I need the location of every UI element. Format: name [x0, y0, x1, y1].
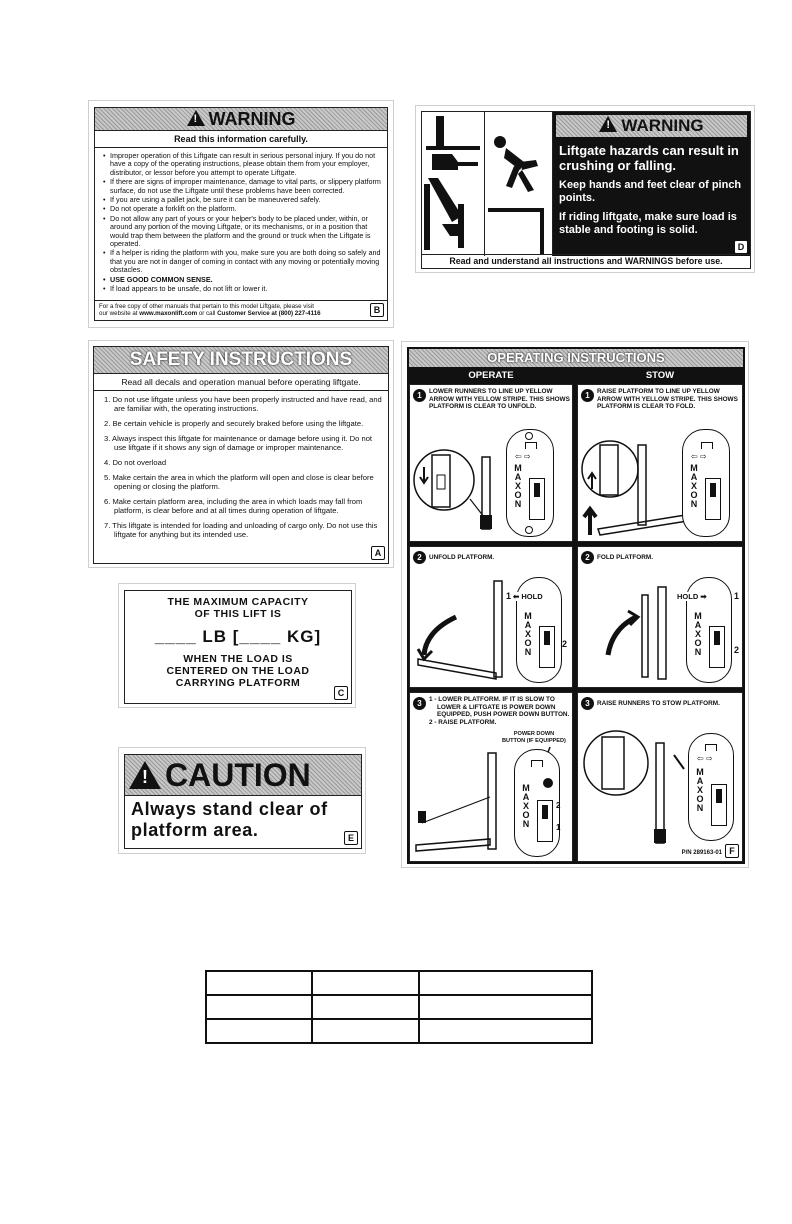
decal-d-line-3: If riding liftgate, make sure load is stable and footing is solid.: [559, 211, 737, 236]
capacity-line-2: OF THIS LIFT IS: [194, 608, 282, 620]
decal-b-subheader: Read this information carefully.: [95, 131, 387, 148]
operate-step-2: [409, 546, 573, 688]
decal-f-header: OPERATING INSTRUCTIONS: [409, 349, 743, 367]
stow-step-2: [577, 546, 743, 688]
control-panel-icon: [688, 733, 734, 841]
callout-2: 2: [562, 639, 568, 649]
callout-1: 1: [506, 591, 512, 601]
table-row: [206, 995, 592, 1019]
table-cell: [312, 1019, 418, 1043]
handle-icon: [525, 442, 537, 449]
col-operate-header: OPERATE: [468, 370, 514, 381]
list-item: 2. Be certain vehicle is properly and securely braked before using the liftgate.: [104, 419, 364, 428]
list-item: 5. Make certain the area in which the platform will open and close is clear before opening or closing the platform.: [104, 473, 374, 491]
step-number: 1: [581, 389, 594, 402]
caution-icon: !: [129, 761, 161, 789]
decal-e-header: [125, 755, 361, 796]
power-down-label: POWER DOWN BUTTON (IF EQUIPPED): [502, 731, 566, 744]
decal-a: [88, 340, 394, 568]
callout-2: 2: [734, 645, 740, 655]
crush-hazard-illustration: [422, 112, 485, 256]
control-panel-icon: [513, 577, 562, 683]
decal-letter-f: F: [725, 844, 739, 858]
decal-d-border: [421, 111, 751, 269]
phone-text: Customer Service at (800) 227-4116: [217, 310, 321, 318]
table-cell: [206, 971, 312, 995]
fall-hazard-illustration: [484, 112, 553, 256]
decal-a-list: [94, 395, 388, 539]
decal-e-header-text: CAUTION: [165, 757, 311, 793]
brand-letters: M A X O N: [690, 463, 698, 509]
handle-icon: [701, 442, 713, 449]
callout-1: 1: [556, 823, 561, 832]
list-item: 1. Do not use liftgate unless you have been properly instructed and have read, and are familiar with, the operating instructions.: [104, 395, 382, 413]
decal-a-subheader: Read all decals and operation manual before operating liftgate.: [94, 374, 388, 391]
capacity-line-4: CENTERED ON THE LOAD: [166, 665, 310, 677]
screw-icon: [525, 526, 533, 534]
list-item: 4. Do not overload: [104, 458, 167, 467]
table-cell: [419, 971, 592, 995]
step-number: 2: [581, 551, 594, 564]
decal-b: [88, 100, 394, 328]
hand-crush-icon: [422, 112, 484, 256]
table-cell: [312, 995, 418, 1019]
arrows-icon: ⇦ ⇨: [515, 452, 531, 461]
control-panel-icon: [514, 749, 560, 857]
decal-letter-b: B: [370, 303, 384, 317]
list-item: 6. Make certain platform area, including the area in which loads may fall from platform, is clear before and at all times during operation of liftgate.: [104, 497, 363, 515]
list-item: 7. This liftgate is intended for loading and unloading of cargo only. Do not use this liftgate for anything but its intended use.: [104, 521, 378, 539]
decal-b-header: [95, 108, 387, 131]
decal-c-border: [124, 590, 352, 704]
decal-c: [118, 583, 356, 708]
decal-letter-a: A: [371, 546, 385, 560]
decal-a-border: [93, 346, 389, 564]
switch-icon: [537, 800, 553, 842]
step-text-line: LOWER & LIFTGATE IS POWER DOWN: [437, 703, 556, 711]
warning-icon: [599, 116, 617, 132]
capacity-value: ____ LB [____ KG]: [154, 627, 322, 646]
step-text-line: 1 - LOWER PLATFORM. IF IT IS SLOW TO: [429, 696, 555, 703]
step-number: 2: [413, 551, 426, 564]
handle-icon: [705, 744, 717, 751]
decal-f: [401, 341, 749, 868]
table-row: [206, 1019, 592, 1043]
operate-step-1: [409, 384, 573, 542]
footer-line-1: For a free copy of other manuals that pertain to this model Liftgate, please visit: [99, 302, 314, 310]
decal-d-header: [556, 115, 747, 137]
stow-step-1: [577, 384, 743, 542]
callout-2: 2: [556, 801, 561, 810]
col-stow-header: STOW: [645, 370, 675, 381]
list-item: • Do not operate a forklift on the platform.: [103, 205, 387, 213]
decal-b-footer: [95, 300, 387, 320]
step-number: 3: [413, 697, 426, 710]
list-item: • Improper operation of this Liftgate can result in serious personal injury. If you do not have a copy of the operating instructions, please obtain them from your employer, distributor, or lessor before you attempt to operate Liftgate.: [103, 152, 387, 177]
decal-b-border: [94, 107, 388, 321]
step-text: LOWER RUNNERS TO LINE UP YELLOW ARROW WITH YELLOW STRIPE. THIS SHOWS PLATFORM IS CLEAR TO UNFOLD.: [429, 388, 570, 411]
switch-icon: [539, 626, 555, 668]
callout-1: 1: [734, 591, 740, 601]
decal-d-header-text: WARNING: [621, 116, 704, 135]
step-text-line: 2 - RAISE PLATFORM.: [429, 718, 497, 726]
decal-d-footer: Read and understand all instructions and WARNINGS before use.: [422, 254, 750, 268]
capacity-line-5: CARRYING PLATFORM: [175, 677, 301, 689]
list-item: 3. Always inspect this liftgate for maintenance or damage before using it. Do not use liftgate if it shows any sign of damage or improper maintenance.: [104, 434, 373, 452]
decal-e-line-1: Always stand clear of: [131, 799, 328, 819]
brand-letters: M A X O N: [524, 611, 532, 657]
brand-letters: M A X O N: [522, 783, 530, 829]
table-cell: [206, 995, 312, 1019]
table-cell: [419, 995, 592, 1019]
list-item: • Do not allow any part of yours or your helper's body to be placed under, within, or around any portion of the moving Liftgate, or its mechanisms, or in a position that would trap them between the platform and the ground or truck when the Liftgate is operated.: [103, 215, 387, 249]
decal-e-border: [124, 754, 362, 849]
step-text: UNFOLD PLATFORM.: [429, 554, 495, 561]
hold-label: ⬅ HOLD: [513, 592, 543, 601]
arrows-icon: ⇦ ⇨: [691, 452, 707, 461]
table-cell: [206, 1019, 312, 1043]
brand-letters: M A X O N: [694, 611, 702, 657]
decal-d-text-area: [553, 112, 750, 256]
decal-b-list: [95, 152, 387, 294]
switch-icon: [709, 626, 725, 668]
step-text: RAISE PLATFORM TO LINE UP YELLOW ARROW WITH YELLOW STRIPE. THIS SHOWS PLATFORM IS CLEAR TO FOLD.: [597, 388, 738, 411]
capacity-line-1: THE MAXIMUM CAPACITY: [167, 596, 309, 608]
list-item: • If a helper is riding the platform with you, make sure you are both doing so safely and that you are not in danger of coming in contact with any moving or potentially moving obstacles.: [103, 249, 387, 274]
list-item: • If load appears to be unsafe, do not lift or lower it.: [103, 285, 387, 293]
table-row: [206, 971, 592, 995]
stow-step-3: [577, 692, 743, 862]
screw-icon: [525, 432, 533, 440]
footer-line-2: [99, 310, 383, 318]
capacity-line-3: WHEN THE LOAD IS: [183, 653, 293, 665]
brand-letters: M A X O N: [514, 463, 522, 509]
falling-person-icon: [484, 112, 552, 256]
decal-d-line-2: Keep hands and feet clear of pinch points.: [559, 179, 742, 204]
switch-icon: [711, 784, 727, 826]
footer-text: our website at: [99, 310, 140, 318]
step-text: RAISE RUNNERS TO STOW PLATFORM.: [597, 700, 720, 707]
footer-text: or call: [197, 310, 218, 318]
switch-icon: [705, 478, 721, 520]
list-item: • If there are signs of improper maintenance, damage to vital parts, or slippery platform surface, do not use the Liftgate until these problems have been corrected.: [103, 178, 387, 195]
switch-icon: [529, 478, 545, 520]
blank-table: [205, 970, 593, 1044]
hold-label: HOLD ➡: [677, 592, 707, 601]
decal-a-header: SAFETY INSTRUCTIONS: [94, 347, 388, 374]
decal-e-line-2: platform area.: [131, 820, 259, 840]
decal-f-inner: [407, 347, 745, 864]
step-text-line: EQUIPPED, PUSH POWER DOWN BUTTON.: [437, 711, 570, 719]
step-text: FOLD PLATFORM.: [597, 554, 653, 561]
decal-e: [118, 747, 366, 854]
control-panel-icon: [677, 577, 732, 683]
website-text: www.maxonlift.com: [139, 310, 198, 318]
step-number: 3: [581, 697, 594, 710]
control-panel-icon: [506, 429, 554, 537]
operate-step-3: [409, 692, 573, 862]
decal-b-header-text: WARNING: [208, 109, 296, 129]
part-number: P/N 289163-01: [681, 850, 722, 856]
handle-icon: [531, 760, 543, 767]
decal-d: [415, 105, 755, 273]
control-panel-icon: [682, 429, 730, 537]
power-down-button-icon: [543, 778, 553, 788]
decal-letter-d: D: [734, 240, 748, 254]
table-cell: [312, 971, 418, 995]
arrows-icon: ⇦ ⇨: [697, 754, 713, 763]
step-number: 1: [413, 389, 426, 402]
list-item: • USE GOOD COMMON SENSE.: [103, 276, 387, 284]
decal-letter-c: C: [334, 686, 348, 700]
decal-d-line-1: Liftgate hazards can result in crushing or falling.: [559, 143, 739, 173]
table-cell: [419, 1019, 592, 1043]
decal-letter-e: E: [344, 831, 358, 845]
list-item: • If you are using a pallet jack, be sure it can be maneuvered safely.: [103, 196, 387, 204]
brand-letters: M A X O N: [696, 767, 704, 813]
warning-icon: [187, 110, 205, 126]
